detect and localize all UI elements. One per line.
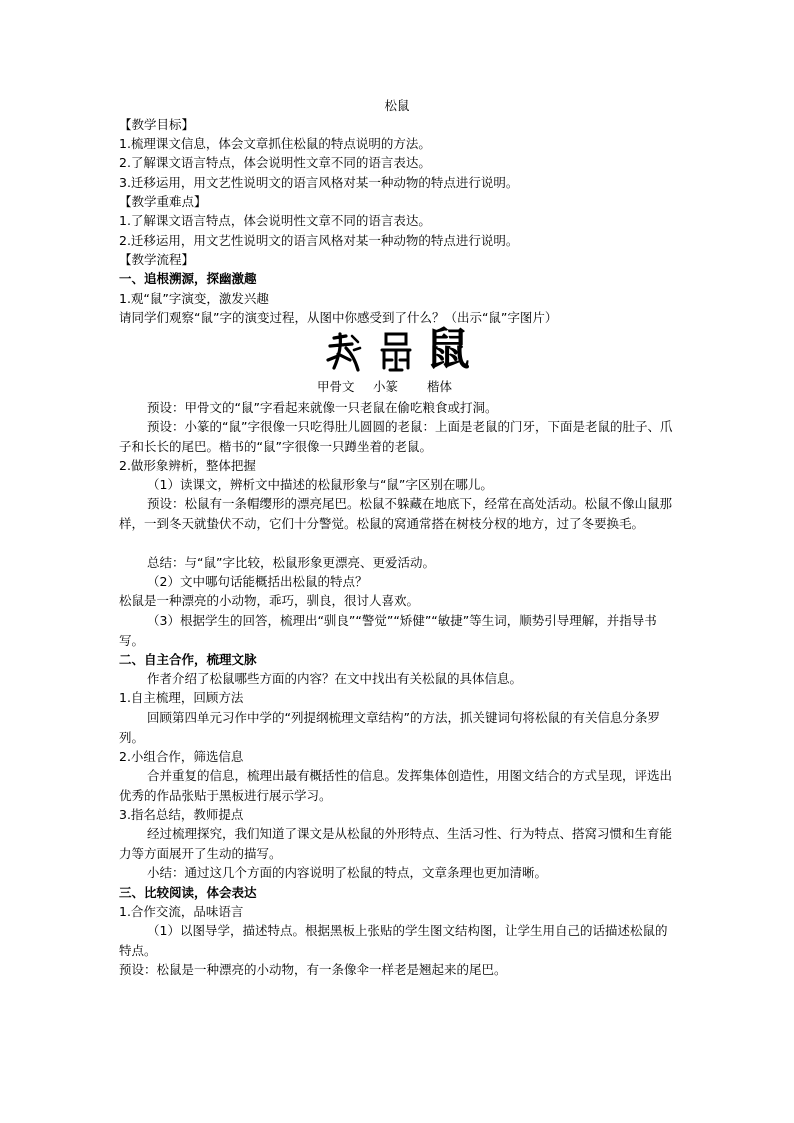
part2-step1-text: 回顾第四单元习作中学的“列提纲梳理文章结构”的方法，抓关键词句将松鼠的有关信息分条罗列。 — [119, 710, 660, 745]
key-point-item: 2.迁移运用，用文艺性说明文的语言风格对某一种动物的特点进行说明。 — [119, 233, 519, 248]
section-goals-heading: 【教学目标】 — [119, 117, 195, 132]
goal-item: 2.了解课文语言特点，体会说明性文章不同的语言表达。 — [119, 155, 431, 170]
goal-item: 3.迁移运用，用文艺性说明文的语言风格对某一种动物的特点进行说明。 — [119, 175, 519, 190]
part2-step2-text: 合并重复的信息，梳理出最有概括性的信息。发挥集体创造性，用图文结合的方式呈现，评选出优秀的作品张贴于黑板进行展示学习。 — [119, 768, 673, 803]
question-2-answer: 松鼠是一种漂亮的小动物，乖巧，驯良，很讨人喜欢。 — [119, 593, 420, 608]
preset-seal: 预设：小篆的“鼠”字很像一只吃得肚儿圆圆的老鼠：上面是老鼠的门牙，下面是老鼠的肚子、爪子和长长的尾巴。楷书的“鼠”字很像一只蹲坐着的老鼠。 — [119, 419, 673, 454]
part3-step1: 1.合作交流，品味语言 — [119, 904, 244, 919]
goal-item: 1.梳理课文信息，体会文章抓住松鼠的特点说明的方法。 — [119, 136, 431, 151]
seal-script-glyph-icon — [376, 330, 416, 374]
question-1-preset: 预设：松鼠有一条帽缨形的漂亮尾巴。松鼠不躲藏在地底下，经常在高处活动。松鼠不像山鼠那样，一到冬天就蛰伏不动，它们十分警觉。松鼠的窝通常搭在树枝分杈的地方，过了冬要换毛。 — [119, 496, 673, 531]
part1-step2: 2.做形象辨析，整体把握 — [119, 458, 256, 473]
part2-step3-text: 经过梳理探究，我们知道了课文是从松鼠的外形特点、生活习性、行为特点、搭窝习惯和生育能力等方面展开了生动的描写。 — [119, 826, 673, 861]
part2-heading: 二、自主合作，梳理文脉 — [119, 652, 257, 667]
question-2: （2）文中哪句话能概括出松鼠的特点？ — [147, 574, 368, 589]
part1-heading: 一、追根溯源，探幽激趣 — [119, 271, 257, 286]
section-key-heading: 【教学重难点】 — [119, 194, 207, 209]
question-1-summary: 总结：与“鼠”字比较，松鼠形象更漂亮、更爱活动。 — [147, 555, 435, 570]
part2-step1: 1.自主梳理，回顾方法 — [119, 690, 244, 705]
part3-heading: 三、比较阅读，体会表达 — [119, 885, 257, 900]
question-1: （1）读课文，辨析文中描述的松鼠形象与“鼠”字区别在哪儿。 — [147, 477, 493, 492]
key-point-item: 1.了解课文语言特点，体会说明性文章不同的语言表达。 — [119, 213, 431, 228]
part2-intro: 作者介绍了松鼠哪些方面的内容？在文中找出有关松鼠的具体信息。 — [147, 671, 523, 686]
oracle-bone-glyph-icon — [324, 330, 364, 374]
regular-script-glyph: 鼠 — [426, 324, 470, 375]
part2-summary: 小结：通过这几个方面的内容说明了松鼠的特点，文章条理也更加清晰。 — [147, 865, 548, 880]
page-title: 松鼠 — [384, 98, 410, 113]
part3-question-1: （1）以图导学，描述特点。根据黑板上张贴的学生图文结构图，让学生用自己的话描述松鼠的特点。 — [119, 923, 668, 958]
part2-step3: 3.指名总结，教师提点 — [119, 807, 244, 822]
caption-oracle: 甲骨文 — [317, 379, 355, 394]
part2-step2: 2.小组合作，筛选信息 — [119, 749, 244, 764]
section-flow-heading: 【教学流程】 — [119, 252, 195, 267]
caption-seal: 小篆 — [373, 379, 399, 394]
part1-prompt: 请同学们观察“鼠”字的演变过程，从图中你感受到了什么？（出示“鼠”字图片） — [119, 310, 558, 325]
caption-regular: 楷体 — [427, 379, 453, 394]
shu-character-evolution-image — [318, 324, 478, 376]
part3-preset: 预设：松鼠是一种漂亮的小动物，有一条像伞一样老是翘起来的尾巴。 — [119, 962, 507, 977]
preset-oracle: 预设：甲骨文的“鼠”字看起来就像一只老鼠在偷吃粮食或打洞。 — [147, 400, 498, 415]
question-3: （3）根据学生的回答，梳理出“驯良”“警觉”“矫健”“敏捷”等生词，顺势引导理解，并指导书写。 — [119, 613, 657, 648]
part1-step1: 1.观“鼠”字演变，激发兴趣 — [119, 291, 269, 306]
